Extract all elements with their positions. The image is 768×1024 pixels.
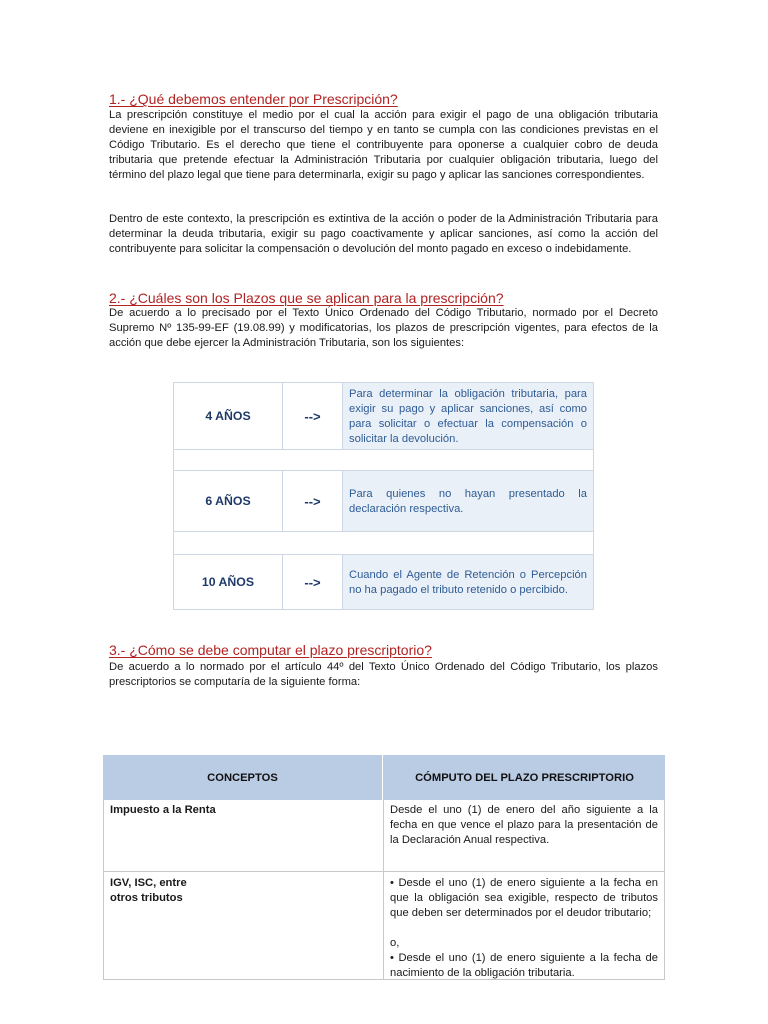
period-description-text: Para determinar la obligación tributaria, para exigir su pago y aplicar sanciones, así como para solicitar o efectuar la compensación o solicitar la devolución. xyxy=(349,388,587,445)
section-2-paragraph: De acuerdo a lo precisado por el Texto Único Ordenado del Código Tributario, normado por el Decreto Supremo Nº 135-99-EF (19.08.99) y modificatorias, los plazos de prescripción vigentes, para efectos de la acción que debe ejercer la Administración Tributaria, son los siguientes: xyxy=(109,307,658,349)
section-3-heading: 3.- ¿Cómo se debe computar el plazo prescriptorio? xyxy=(109,642,432,658)
computation-igv-or: o, xyxy=(390,937,400,949)
period-description-text: Para quienes no hayan presentado la declaración respectiva. xyxy=(349,488,587,515)
section-1-paragraph-1: La prescripción constituye el medio por el cual la acción para exigir el pago de una obligación tributaria deviene en inexigible por el transcurso del tiempo y en tanto se cumpla con las condiciones previstas en el Código Tributario. Es el derecho que tiene el contribuyente para oponerse a cualquier cobro de deuda tributaria que pretende efectuar la Administración Tributaria por cualquier obligación tributaria, luego del término del plazo legal que tiene para determinarla, exigir su pago y aplicar las sanciones correspondientes. xyxy=(109,109,658,181)
arrow-text: --> xyxy=(283,471,343,531)
concept-igv-line-2: otros tributos xyxy=(110,892,183,904)
period-spacer-row xyxy=(174,531,593,555)
computation-table xyxy=(103,755,665,980)
period-years: 10 AÑOS xyxy=(174,555,283,609)
section-2-heading: 2.- ¿Cuáles son los Plazos que se aplican para la prescripción? xyxy=(109,290,504,306)
arrow-text: --> xyxy=(283,383,343,449)
concept-renta: Impuesto a la Renta xyxy=(110,804,216,816)
period-years: 4 AÑOS xyxy=(174,383,283,449)
computation-igv-part-1: • Desde el uno (1) de enero siguiente a la fecha en que la obligación sea exigible, respecto de tributos que deben ser determinados por el deudor tributario; xyxy=(390,877,658,919)
section-3-paragraph: De acuerdo a lo normado por el artículo 44º del Texto Único Ordenado del Código Tributario, los plazos prescriptorios se computaría de la siguiente forma: xyxy=(109,661,658,688)
section-1-heading: 1.- ¿Qué debemos entender por Prescripción? xyxy=(109,91,398,107)
table-divider-row xyxy=(103,871,665,872)
arrow-text: --> xyxy=(283,555,343,609)
period-row xyxy=(174,471,593,531)
period-description xyxy=(343,471,593,531)
computation-igv-part-2: • Desde el uno (1) de enero siguiente a la fecha de nacimiento de la obligación tributaria. xyxy=(390,952,658,979)
table-border-bottom xyxy=(103,979,665,980)
header-computation: CÓMPUTO DEL PLAZO PRESCRIPTORIO xyxy=(384,755,665,800)
header-concepts: CONCEPTOS xyxy=(103,755,382,800)
concept-igv-line-1: IGV, ISC, entre xyxy=(110,877,187,889)
period-row xyxy=(174,555,593,609)
prescription-periods-table xyxy=(173,382,594,610)
computation-renta: Desde el uno (1) de enero del año siguiente a la fecha en que vence el plazo para la presentación de la Declaración Anual respectiva. xyxy=(390,804,658,846)
section-1-paragraph-2: Dentro de este contexto, la prescripción es extintiva de la acción o poder de la Administración Tributaria para determinar la deuda tributaria, exigir su pago coactivamente y aplicar sanciones, así como la acción del contribuyente para solicitar la compensación o devolución del monto pagado en exceso o indebidamente. xyxy=(109,213,658,255)
period-description-text: Cuando el Agente de Retención o Percepción no ha pagado el tributo retenido o percibido. xyxy=(349,569,587,596)
period-description xyxy=(343,555,593,609)
period-description xyxy=(343,383,593,449)
table-divider-vertical xyxy=(383,755,384,980)
period-spacer-row xyxy=(174,449,593,471)
table-border-right xyxy=(664,800,665,980)
period-years: 6 AÑOS xyxy=(174,471,283,531)
table-border-left xyxy=(103,800,104,980)
period-row xyxy=(174,383,593,449)
